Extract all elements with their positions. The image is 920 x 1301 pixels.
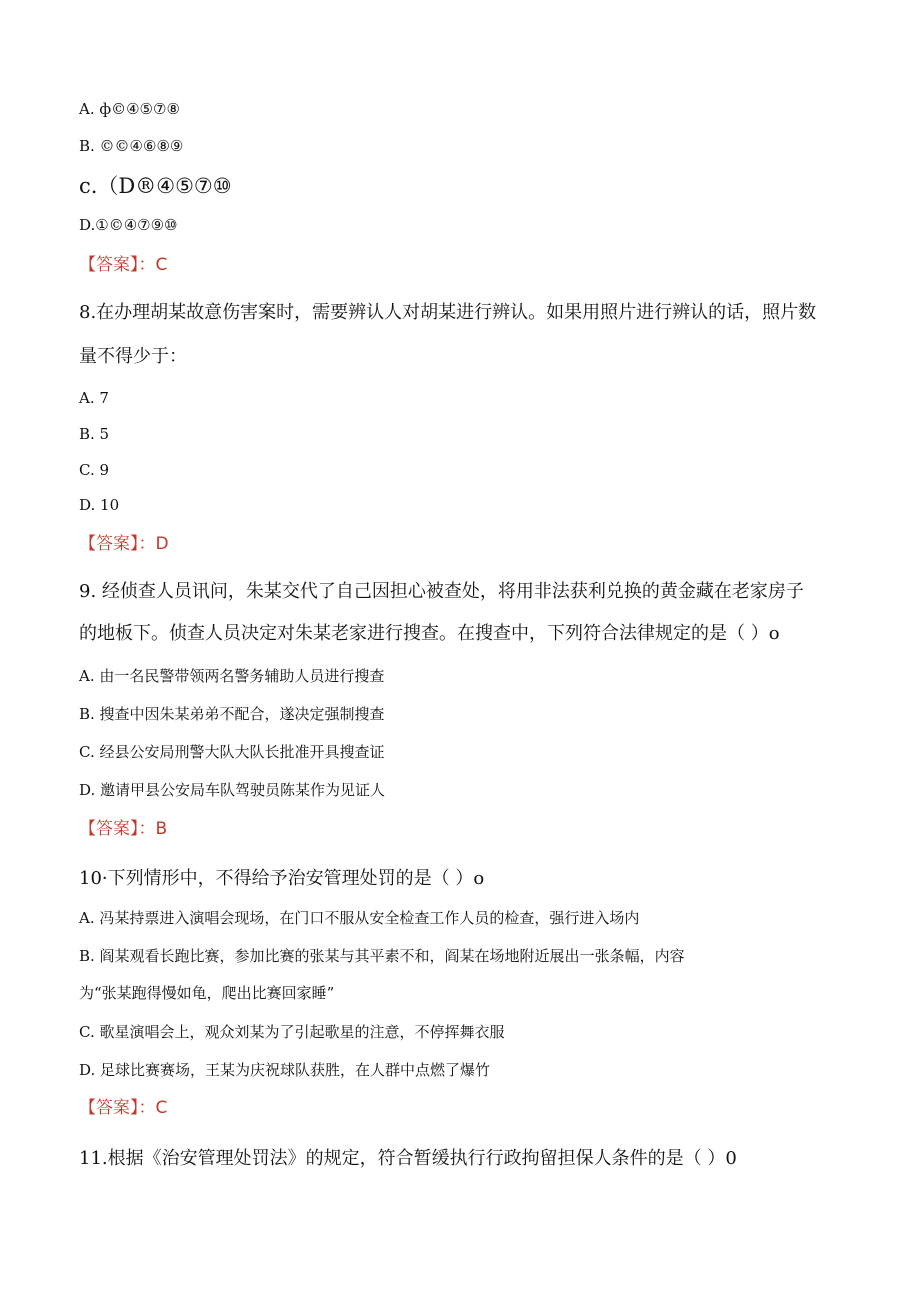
q8-option-d: D. 10 (79, 496, 120, 514)
q10-option-c: C. 歌星演唱会上，观众刘某为了引起歌星的注意，不停挥舞衣服 (79, 1023, 505, 1041)
q8-option-c: C. 9 (79, 461, 110, 479)
q8-option-b: B. 5 (79, 425, 110, 443)
q7-answer: 【答案】：C (79, 255, 168, 275)
q8-question-line1: 8.在办理胡某故意伤害案时，需要辨认人对胡某进行辨认。如果用照片进行辨认的话，照片数 (79, 302, 817, 323)
q8-answer: 【答案】：D (79, 534, 169, 554)
q10-option-d: D. 足球比赛赛场，王某为庆祝球队获胜，在人群中点燃了爆竹 (79, 1061, 491, 1079)
q7-option-c: c.（D®④⑤⑦⑩ (79, 174, 232, 198)
q9-option-c: C. 经县公安局刑警大队大队长批准开具搜查证 (79, 743, 385, 761)
q9-question-line2: 的地板下。侦查人员决定对朱某老家进行搜查。在搜查中，下列符合法律规定的是（ ）o (79, 623, 780, 644)
q10-option-a: A. 冯某持票进入演唱会现场，在门口不服从安全检查工作人员的检查，强行进入场内 (79, 909, 640, 927)
q8-option-a: A. 7 (79, 389, 109, 407)
q9-answer: 【答案】：B (79, 819, 168, 839)
q10-answer: 【答案】：C (79, 1098, 168, 1118)
q9-option-a: A. 由一名民警带领两名警务辅助人员进行搜查 (79, 667, 385, 685)
q9-question-line1: 9. 经侦查人员讯问，朱某交代了自己因担心被查处，将用非法获利兑换的黄金藏在老家房子 (79, 581, 804, 602)
q8-question-line2: 量不得少于： (79, 346, 187, 367)
q10-question: 10·下列情形中，不得给予治安管理处罚的是（ ）o (79, 868, 485, 889)
q7-option-b: B. ©©④⑥⑧⑨ (79, 137, 184, 155)
q11-question: 11.根据《治安管理处罚法》的规定，符合暂缓执行行政拘留担保人条件的是（ ）0 (79, 1148, 737, 1169)
q9-option-d: D. 邀请甲县公安局车队驾驶员陈某作为见证人 (79, 781, 386, 799)
q9-option-b: B. 搜查中因朱某弟弟不配合，遂决定强制搜查 (79, 705, 385, 723)
q7-option-d: D.①©④⑦⑨⑩ (79, 216, 178, 234)
q7-option-a: A. ф©④⑤⑦⑧ (79, 100, 180, 118)
q10-option-b-line1: B. 阎某观看长跑比赛，参加比赛的张某与其平素不和，阎某在场地附近展出一张条幅，内容 (79, 947, 685, 965)
q10-option-b-line2: 为“张某跑得慢如龟，爬出比赛回家睡” (79, 984, 335, 1002)
